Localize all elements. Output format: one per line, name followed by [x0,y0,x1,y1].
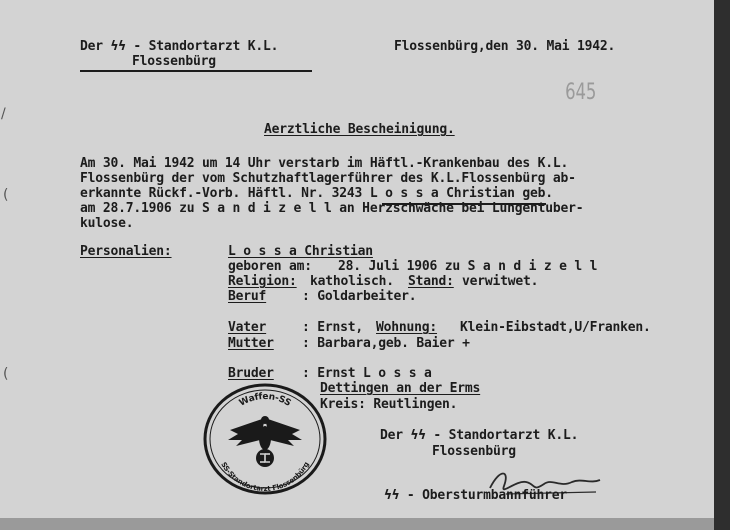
closing-line-1: Der ϟϟ - Standortarzt K.L. [380,428,579,443]
margin-mark: / [1,106,6,122]
beruf-label: Beruf [228,289,267,304]
stand-label: Stand: [408,274,454,289]
wohnung-label: Wohnung: [376,320,438,335]
body-line: Am 30. Mai 1942 um 14 Uhr verstarb im Häftl.-Krankenbau des K.L. [80,156,569,171]
born-label: geboren am: [228,259,312,274]
beruf-value: : Goldarbeiter. [302,289,417,304]
sender-line-1: Der ϟϟ - Standortarzt K.L. [80,39,279,54]
svg-text:Waffen-SS: Waffen-SS [237,391,293,409]
document-title: Aerztliche Bescheinigung. [264,122,455,137]
wohnung-value: Klein-Eibstadt,U/Franken. [460,320,651,335]
bruder-place: Dettingen an der Erms [320,381,481,396]
closing-rank: ϟϟ - Obersturmbannführer [384,488,568,503]
sender-line-2: Flossenbürg [132,54,216,69]
bruder-kreis: Kreis: Reutlingen. [320,397,458,412]
bruder-label: Bruder [228,366,274,381]
closing-line-2: Flossenbürg [432,444,516,459]
svg-text:SS-Standortarzt Flossenbürg: SS-Standortarzt Flossenbürg [219,460,311,494]
margin-mark: ( [3,366,9,382]
vater-label: Vater [228,320,267,335]
body-line: Flossenbürg der vom Schutzhaftlagerführer des K.L.Flossenbürg ab- [80,171,576,186]
bruder-value: : Ernst L o s s a [302,366,432,381]
mutter-label: Mutter [228,336,274,351]
born-value: 28. Juli 1906 zu S a n d i z e l l [338,259,598,274]
vater-value: : Ernst, [302,320,364,335]
mutter-value: : Barbara,geb. Baier + [302,336,470,351]
stand-value: verwitwet. [462,274,539,289]
place-date: Flossenbürg,den 30. Mai 1942. [394,39,616,54]
scan-edge-right [714,0,730,530]
religion-value: katholisch. [310,274,394,289]
official-stamp [200,380,330,498]
personalien-label: Personalien: [80,244,172,259]
scan-edge-bottom [0,518,714,530]
body-line: kulose. [80,216,134,231]
margin-mark: ( [3,187,9,203]
body-line: erkannte Rückf.-Vorb. Häftl. Nr. 3243 L o s s a Christian geb. [80,186,553,201]
body-line: am 28.7.1906 zu S a n d i z e l l an Herzschwäche bei Lungentuber- [80,201,584,216]
religion-label: Religion: [228,274,297,289]
archive-number: 645 [565,80,597,105]
prisoner-name: L o s s a Christian [228,244,373,259]
sender-rule [80,70,312,72]
